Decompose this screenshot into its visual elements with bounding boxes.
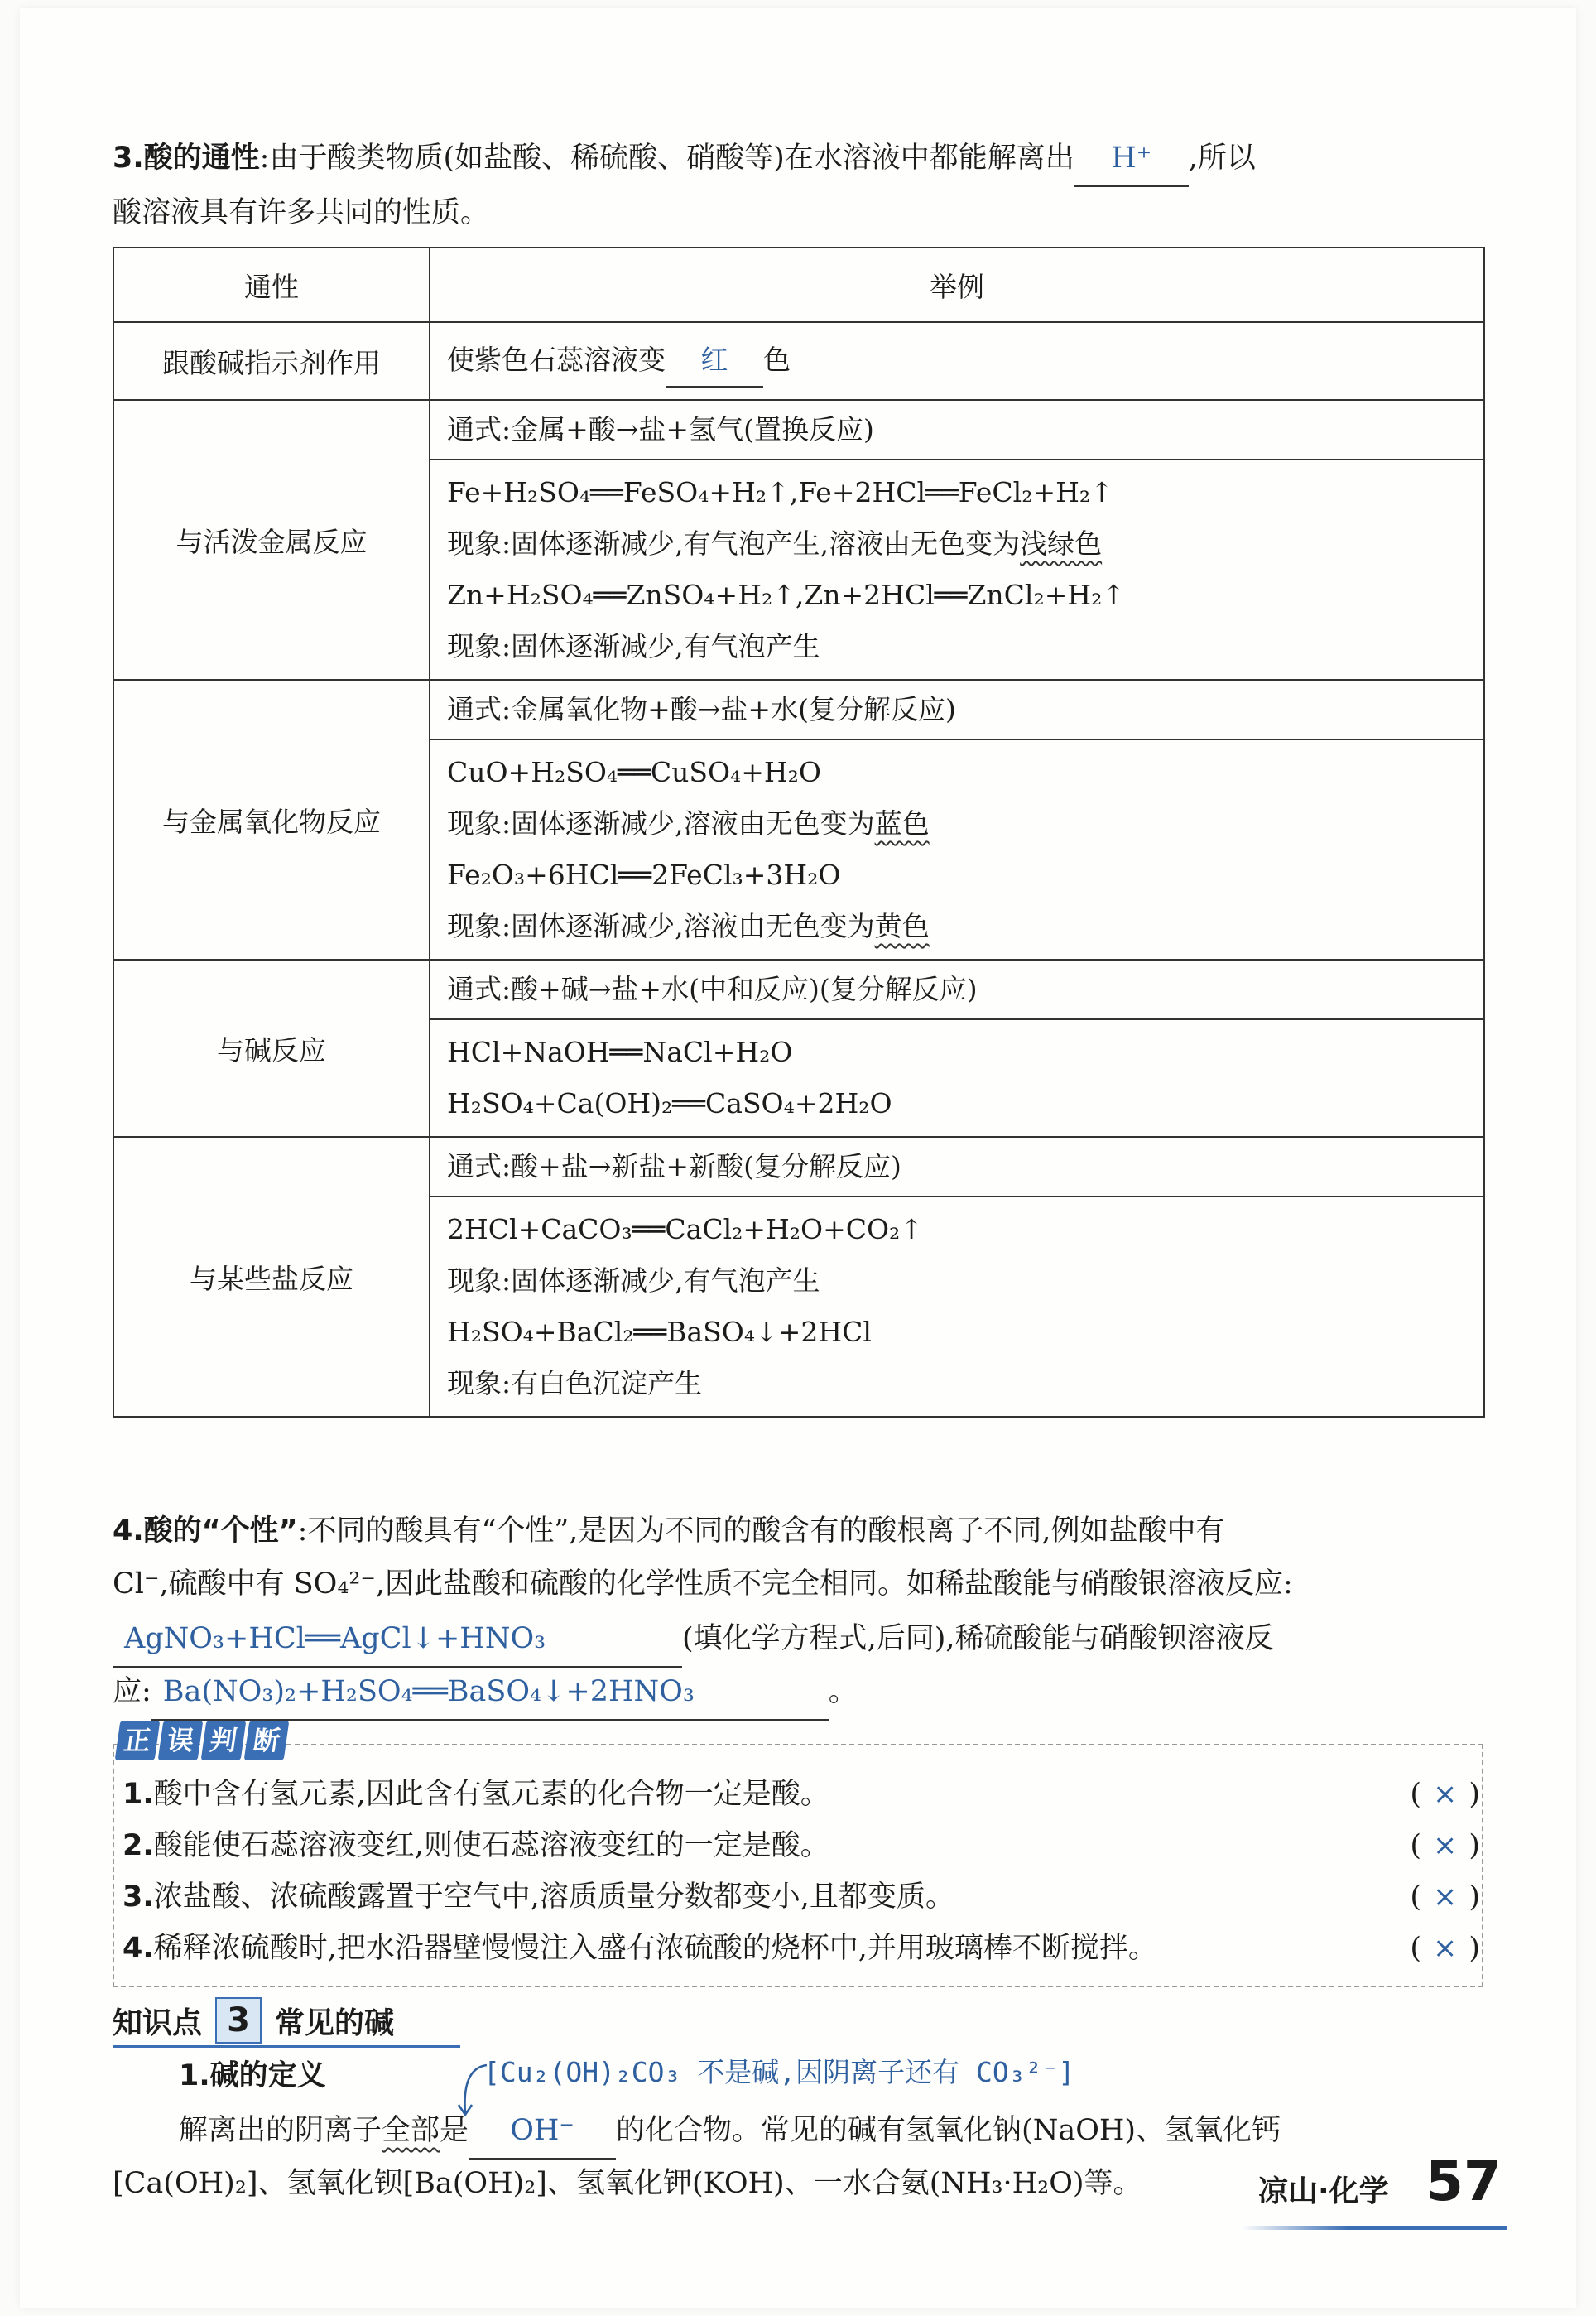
answer-bracket bbox=[1410, 1923, 1480, 1974]
example-text: 使紫色石蕊溶液变 bbox=[447, 344, 666, 376]
page-number: 57 bbox=[1425, 2150, 1502, 2213]
equation: Fe+H₂SO₄══FeSO₄+H₂↑,Fe+2HCl══FeCl₂+H₂↑ bbox=[447, 476, 1113, 508]
footer-decoration bbox=[1242, 2226, 1507, 2230]
section3-title: 3.酸的通性 bbox=[113, 142, 260, 175]
general-formula-cell: 通式:金属氧化物+酸→盐+水(复分解反应) bbox=[430, 680, 1484, 739]
section4-text: (填化学方程式,后同),稀硫酸能与硝酸钡溶液反 bbox=[682, 1622, 1274, 1655]
item-text: 酸中含有氢元素,因此含有氢元素的化合物一定是酸。 bbox=[153, 1778, 829, 1811]
property-cell: 与金属氧化物反应 bbox=[113, 680, 430, 960]
paren: ) bbox=[1469, 1829, 1480, 1862]
property-cell: 与活泼金属反应 bbox=[113, 400, 430, 680]
paren: ( bbox=[1410, 1932, 1422, 1965]
item-number: 1. bbox=[123, 1778, 154, 1811]
title-char: 误 bbox=[158, 1721, 204, 1760]
cross-mark: × bbox=[1433, 1880, 1458, 1914]
title-char: 正 bbox=[115, 1721, 161, 1760]
paren: ( bbox=[1410, 1880, 1422, 1914]
property-cell: 与某些盐反应 bbox=[113, 1137, 430, 1417]
section4-title: 4.酸的“个性” bbox=[113, 1514, 298, 1548]
paren: ) bbox=[1469, 1778, 1480, 1811]
item-number: 4. bbox=[123, 1932, 154, 1965]
equation: 2HCl+CaCO₃══CaCl₂+H₂O+CO₂↑ bbox=[447, 1213, 923, 1245]
item-text: 酸能使石蕊溶液变红,则使石蕊溶液变红的一定是酸。 bbox=[153, 1829, 829, 1862]
cross-mark: × bbox=[1433, 1778, 1458, 1811]
phenomenon: 现象:固体逐渐减少,有气泡产生 bbox=[447, 1264, 820, 1297]
table-row bbox=[113, 400, 1484, 460]
kp-number-badge: 3 bbox=[215, 1997, 262, 2044]
base-def-text: 是 bbox=[440, 2114, 469, 2147]
table-row bbox=[113, 960, 1484, 1019]
equation: H₂SO₄+BaCl₂══BaSO₄↓+2HCl bbox=[447, 1316, 872, 1348]
general-formula-cell: 通式:酸+碱→盐+水(中和反应)(复分解反应) bbox=[430, 960, 1484, 1019]
property-cell: 与碱反应 bbox=[113, 960, 430, 1137]
phenomenon: 现象:有白色沉淀产生 bbox=[447, 1367, 703, 1399]
phenomenon bbox=[447, 901, 1467, 952]
section3-line2: 酸溶液具有许多共同的性质。 bbox=[113, 196, 490, 229]
table-row bbox=[113, 680, 1484, 739]
cross-mark: × bbox=[1433, 1932, 1458, 1965]
base-def-text: 的化合物。常见的碱有氢氧化钠(NaOH)、氢氧化钙 bbox=[616, 2114, 1281, 2147]
emphasized-text: 黄色 bbox=[874, 910, 930, 942]
judge-item bbox=[123, 1769, 1480, 1820]
example-text: 色 bbox=[763, 344, 791, 376]
section3-text-a: :由于酸类物质(如盐酸、稀硫酸、硝酸等)在水溶液中都能解离出 bbox=[259, 142, 1074, 175]
equation: CuO+H₂SO₄══CuSO₄+H₂O bbox=[447, 756, 821, 788]
section4-line3 bbox=[113, 1611, 1487, 1668]
section3-answer-blank: H⁺ bbox=[1074, 131, 1189, 187]
header-property: 通性 bbox=[113, 248, 430, 322]
answer-bracket bbox=[1410, 1871, 1480, 1923]
answer-bracket bbox=[1410, 1820, 1480, 1871]
item-text: 稀释浓硫酸时,把水沿器壁慢慢注入盛有浓硫酸的烧杯中,并用玻璃棒不断搅拌。 bbox=[153, 1932, 1157, 1965]
base-def-text: 解离出的阴离子 bbox=[179, 2114, 382, 2147]
paren: ) bbox=[1469, 1880, 1480, 1914]
section4-text: 。 bbox=[828, 1675, 858, 1708]
example-cell bbox=[430, 460, 1484, 680]
general-formula-cell: 通式:酸+盐→新盐+新酸(复分解反应) bbox=[430, 1137, 1484, 1197]
footer-label: 凉山·化学 bbox=[1258, 2174, 1389, 2208]
emphasized-text: 全部 bbox=[382, 2114, 440, 2147]
equation: Zn+H₂SO₄══ZnSO₄+H₂↑,Zn+2HCl══ZnCl₂+H₂↑ bbox=[447, 579, 1126, 611]
section4-line1 bbox=[113, 1504, 1487, 1558]
emphasized-text: 浅绿色 bbox=[1020, 527, 1103, 560]
base-def-line2: [Ca(OH)₂]、氢氧化钡[Ba(OH)₂]、氢氧化钾(KOH)、一水合氨(NH₃·H₂O)等。 bbox=[113, 2167, 1142, 2200]
example-cell bbox=[430, 1197, 1484, 1417]
equation: Fe₂O₃+6HCl══2FeCl₃+3H₂O bbox=[447, 859, 841, 891]
judge-item bbox=[123, 1871, 1480, 1923]
section3-line1 bbox=[113, 131, 1487, 187]
phenomenon-text: 现象:固体逐渐减少,溶液由无色变为 bbox=[447, 807, 875, 840]
answer-bracket bbox=[1410, 1769, 1480, 1820]
item-text: 浓盐酸、浓硫酸露置于空气中,溶质质量分数都变小,且都变质。 bbox=[153, 1880, 954, 1914]
phenomenon bbox=[447, 798, 1467, 850]
section4-text: 应: bbox=[113, 1675, 151, 1708]
table-row bbox=[113, 1137, 1484, 1197]
base-def-line1 bbox=[179, 2103, 1487, 2160]
kp-label: 知识点 bbox=[113, 2005, 203, 2040]
header-example: 举例 bbox=[430, 248, 1484, 322]
judge-item bbox=[123, 1923, 1480, 1974]
kp-title: 常见的碱 bbox=[275, 2005, 395, 2040]
general-formula-cell: 通式:金属+酸→盐+氢气(置换反应) bbox=[430, 400, 1484, 460]
kp-underline bbox=[113, 2045, 460, 2048]
example-cell bbox=[430, 322, 1484, 400]
item-number: 3. bbox=[123, 1880, 154, 1914]
base-def-annotation: [Cu₂(OH)₂CO₃ 不是碱,因阴离子还有 CO₃²⁻] bbox=[483, 2056, 1075, 2088]
judge-item bbox=[123, 1820, 1480, 1871]
emphasized-text: 蓝色 bbox=[874, 807, 930, 840]
phenomenon bbox=[447, 518, 1467, 570]
indicator-answer-blank: 红 bbox=[666, 335, 763, 388]
title-char: 断 bbox=[244, 1721, 290, 1760]
base-def-title-text: 1.碱的定义 bbox=[179, 2059, 326, 2092]
equation-answer-blank: Ba(NO₃)₂+H₂SO₄══BaSO₄↓+2HNO₃ bbox=[151, 1664, 829, 1721]
anion-answer-blank: OH⁻ bbox=[469, 2103, 616, 2160]
property-cell: 跟酸碱指示剂作用 bbox=[113, 322, 430, 400]
title-char: 判 bbox=[201, 1721, 247, 1760]
phenomenon-text: 现象:固体逐渐减少,有气泡产生,溶液由无色变为 bbox=[447, 527, 1021, 560]
phenomenon: 现象:固体逐渐减少,有气泡产生 bbox=[447, 630, 820, 662]
acid-properties-table bbox=[113, 247, 1485, 1418]
example-cell bbox=[430, 1019, 1484, 1137]
paren: ( bbox=[1410, 1829, 1422, 1862]
table-header-row bbox=[113, 248, 1484, 322]
phenomenon-text: 现象:固体逐渐减少,溶液由无色变为 bbox=[447, 910, 875, 942]
example-cell bbox=[430, 739, 1484, 960]
table-row bbox=[113, 322, 1484, 400]
equation-answer-blank: AgNO₃+HCl══AgCl↓+HNO₃ bbox=[113, 1611, 682, 1668]
section3-text-b: ,所以 bbox=[1188, 142, 1256, 175]
equation: HCl+NaOH══NaCl+H₂O bbox=[447, 1036, 793, 1068]
true-false-title bbox=[118, 1721, 286, 1760]
section4-text: :不同的酸具有“个性”,是因为不同的酸含有的酸根离子不同,例如盐酸中有 bbox=[297, 1514, 1225, 1548]
knowledge-point-heading bbox=[113, 1997, 394, 2044]
cross-mark: × bbox=[1433, 1829, 1458, 1862]
section4-line4 bbox=[113, 1664, 1487, 1721]
item-number: 2. bbox=[123, 1829, 154, 1862]
section4-line2: Cl⁻,硫酸中有 SO₄²⁻,因此盐酸和硫酸的化学性质不完全相同。如稀盐酸能与硝酸银溶液反应: bbox=[113, 1567, 1293, 1601]
paren: ) bbox=[1469, 1932, 1480, 1965]
equation: H₂SO₄+Ca(OH)₂══CaSO₄+2H₂O bbox=[447, 1087, 892, 1119]
paren: ( bbox=[1410, 1778, 1422, 1811]
